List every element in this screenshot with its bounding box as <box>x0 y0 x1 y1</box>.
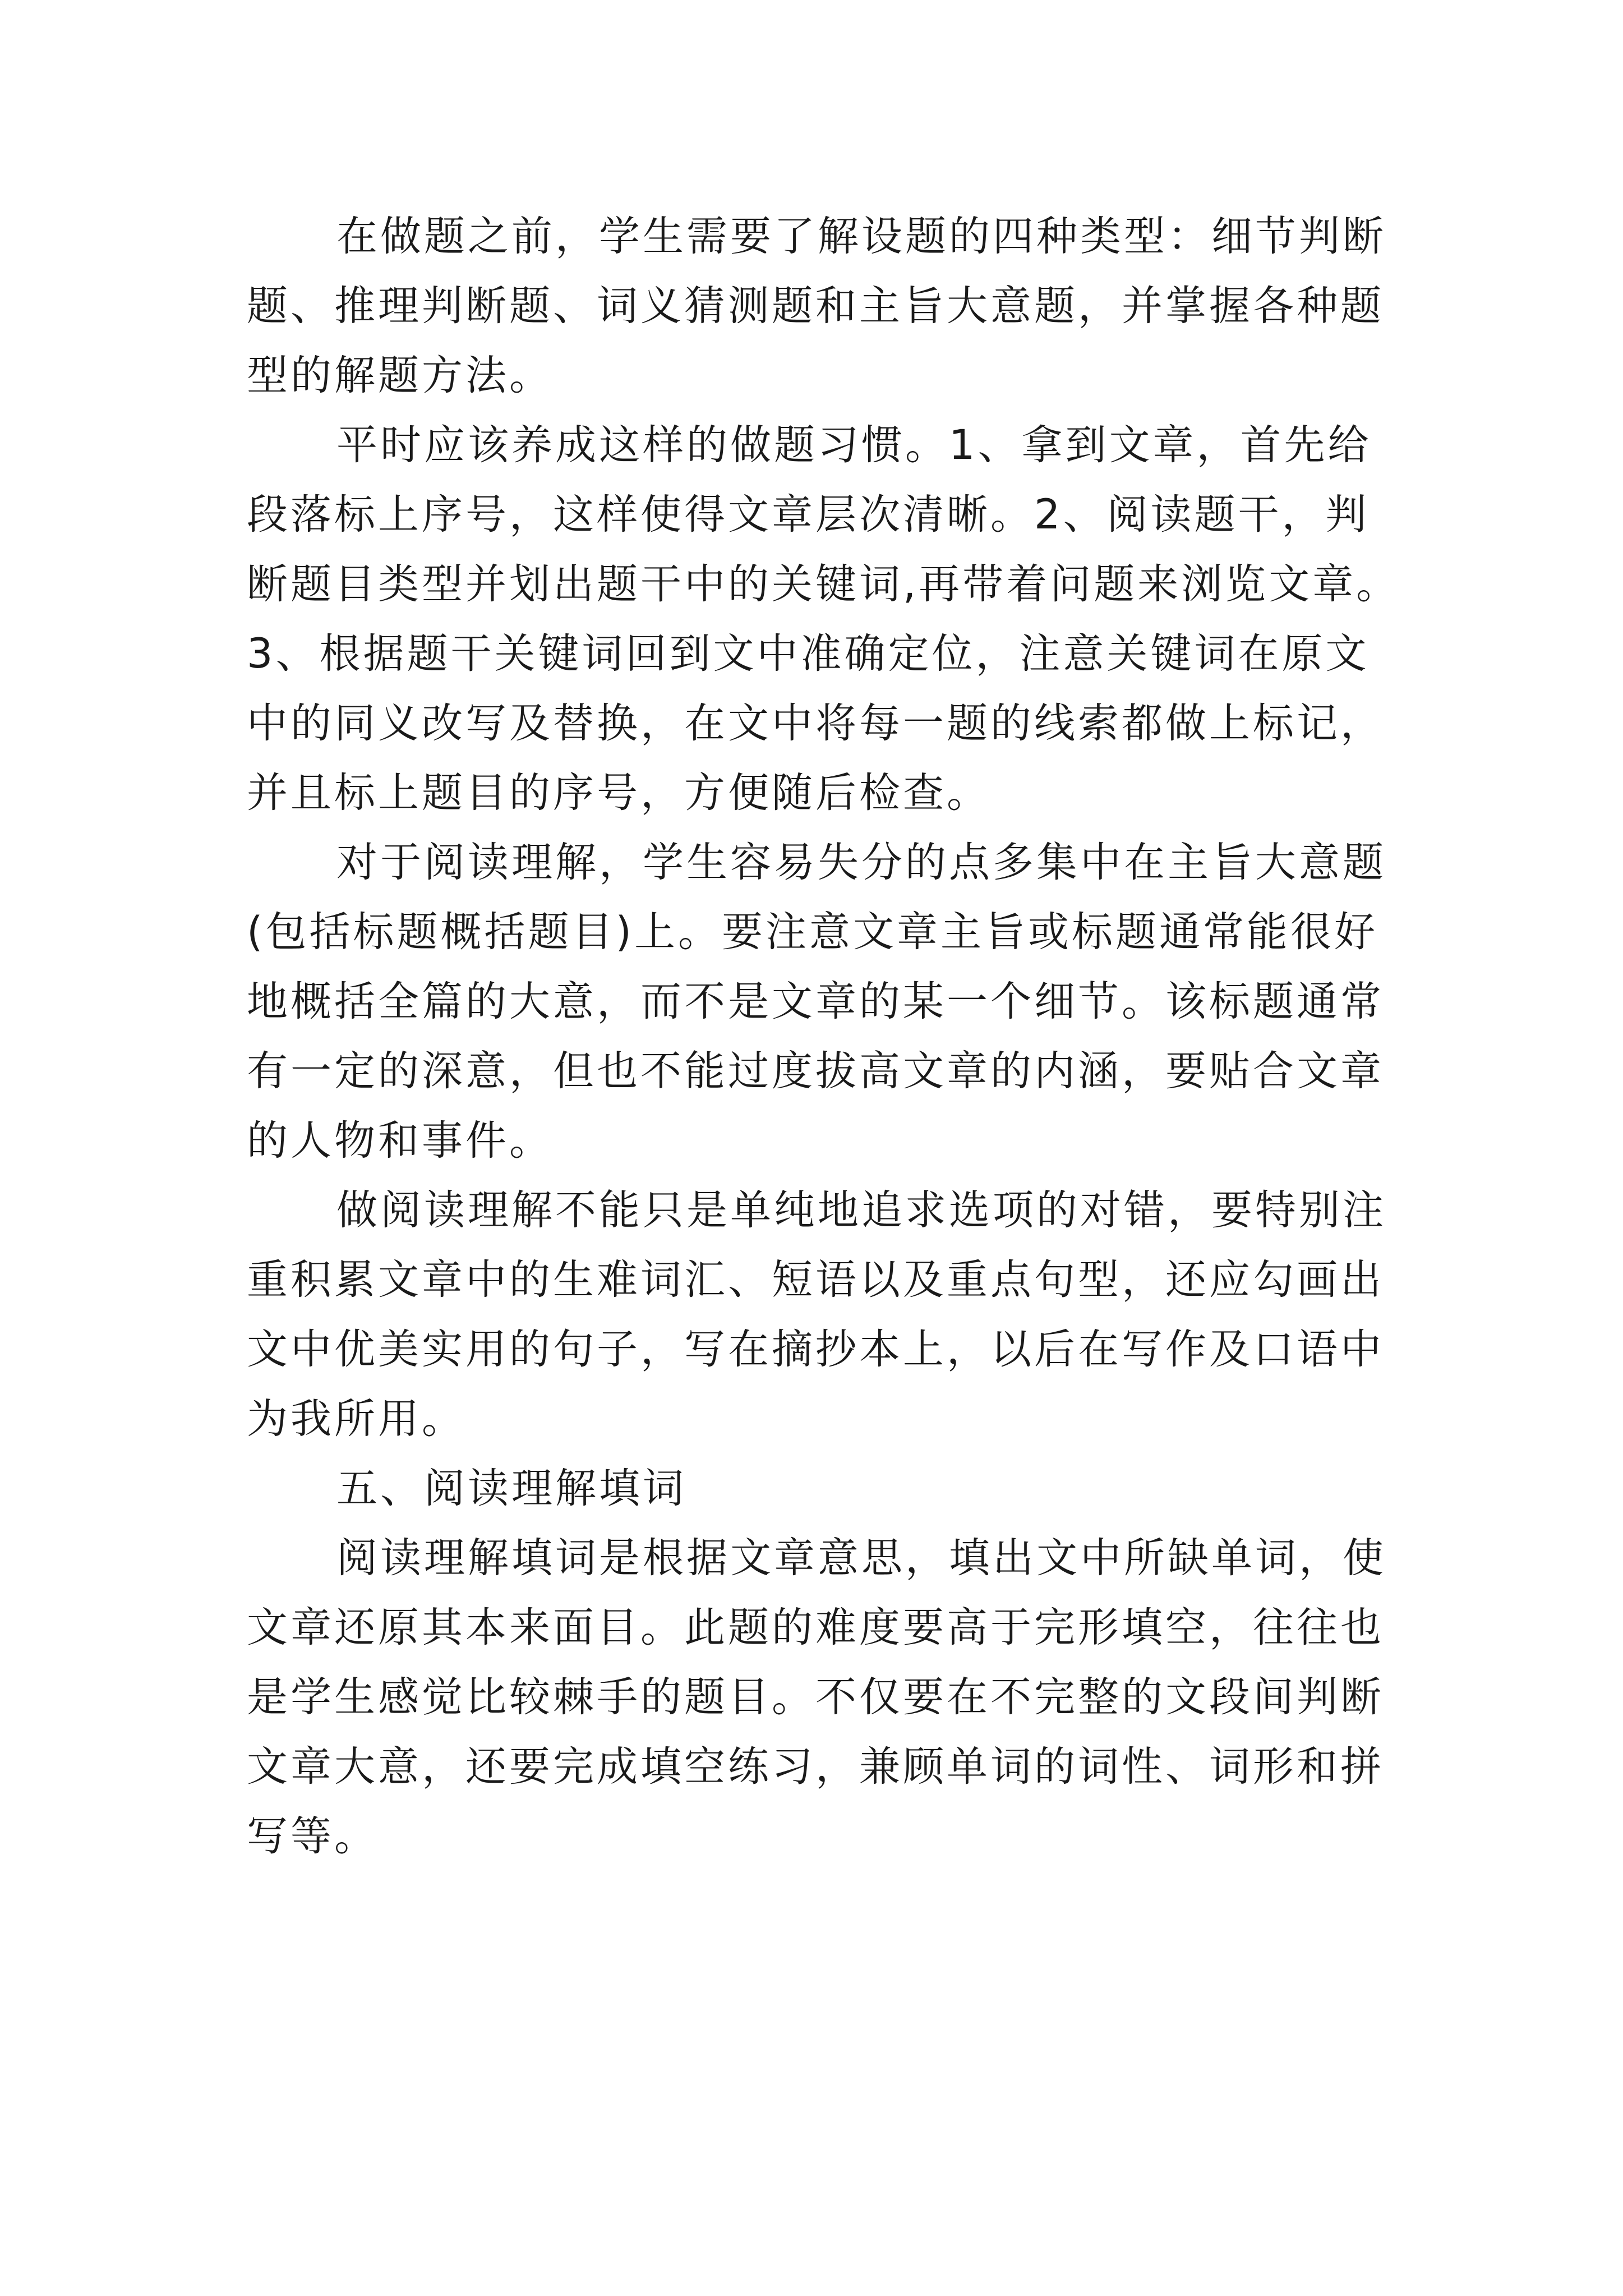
text-line: 文章还原其本来面目。此题的难度要高于完形填空，往往也 <box>247 1604 1384 1651</box>
text-line: 断题目类型并划出题干中的关键词,再带着问题来浏览文章。 <box>247 560 1400 608</box>
document-text <box>247 202 1400 1871</box>
text-line: 是学生感觉比较棘手的题目。不仅要在不完整的文段间判断 <box>247 1673 1384 1721</box>
text-line: 为我所用。 <box>247 1395 465 1443</box>
section-heading: 五、阅读理解填词 <box>336 1465 686 1512</box>
text-line: 有一定的深意，但也不能过度拔高文章的内涵，要贴合文章 <box>247 1047 1384 1095</box>
text-line: 阅读理解填词是根据文章意思，填出文中所缺单词，使 <box>336 1534 1386 1582</box>
text-line: 3、根据题干关键词回到文中准确定位，注意关键词在原文 <box>247 630 1370 678</box>
text-line: 写等。 <box>247 1812 378 1860</box>
text-line: (包括标题概括题目)上。要注意文章主旨或标题通常能很好 <box>247 908 1378 956</box>
text-line: 的人物和事件。 <box>247 1117 553 1165</box>
text-line: 在做题之前，学生需要了解设题的四种类型：细节判断 <box>336 213 1386 260</box>
text-line: 文章大意，还要完成填空练习，兼顾单词的词性、词形和拼 <box>247 1743 1384 1791</box>
text-line: 平时应该养成这样的做题习惯。1、拿到文章，首先给 <box>336 421 1372 469</box>
text-line: 段落标上序号，这样使得文章层次清晰。2、阅读题干，判 <box>247 491 1370 539</box>
text-line: 中的同义改写及替换，在文中将每一题的线索都做上标记， <box>247 700 1384 747</box>
text-line: 文中优美实用的句子，写在摘抄本上，以后在写作及口语中 <box>247 1326 1384 1373</box>
text-line: 地概括全篇的大意，而不是文章的某一个细节。该标题通常 <box>247 978 1384 1025</box>
text-line: 重积累文章中的生难词汇、短语以及重点句型，还应勾画出 <box>247 1256 1384 1304</box>
text-line: 对于阅读理解，学生容易失分的点多集中在主旨大意题 <box>336 839 1386 886</box>
text-line: 并且标上题目的序号，方便随后检查。 <box>247 769 990 817</box>
text-line: 型的解题方法。 <box>247 352 553 399</box>
text-line: 做阅读理解不能只是单纯地追求选项的对错，要特别注 <box>336 1186 1386 1234</box>
text-line: 题、推理判断题、词义猜测题和主旨大意题，并掌握各种题 <box>247 282 1384 330</box>
